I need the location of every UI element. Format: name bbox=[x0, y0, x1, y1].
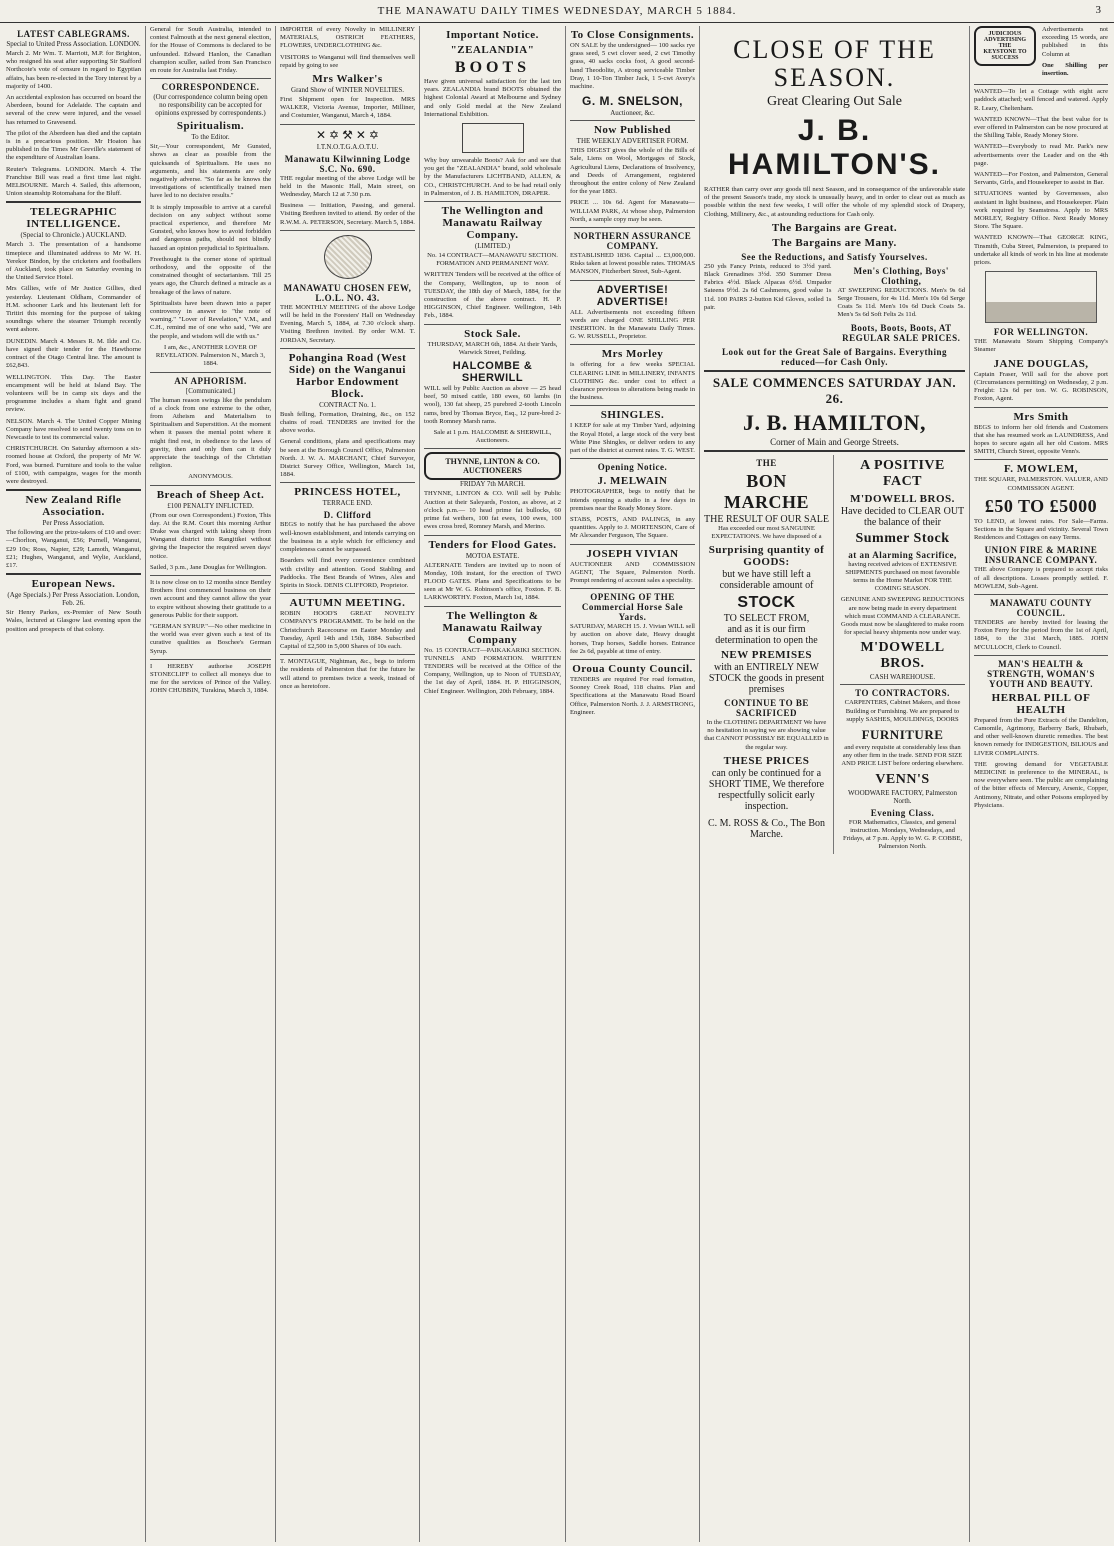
heading-oroua-council: Oroua County Council. bbox=[572, 662, 693, 675]
bargains-great: The Bargains are Great. bbox=[771, 221, 898, 234]
paragraph: WILL sell by Public Auction as above — 25 head beef, 50 mixed cattle, 180 ewes, 60 lambs (in wool), 130 fat sheep, 25 purebred 2-tooth Lincoln rams, bred by Thomas Bryce, Esq., 12 pure-bred 2-tooth Romney Marsh rams. bbox=[424, 385, 561, 425]
paragraph: March 2. Mr Wm. T. Marriott, M.P. for Brighton, who resigned his seat after supporting Sir Stafford Northcote's vote of censure in regard to Egyptian affairs, has been re-elected in the Tory interest by a majority of 1400. bbox=[6, 50, 141, 90]
paragraph: DUNEDIN. March 4. Messrs R. M. Ilde and Co. have signed their tender for the Hawthorne contract of the Otago Central line. The amount is £62,843. bbox=[6, 337, 141, 370]
heading-spiritualism: Spiritualism. bbox=[176, 120, 245, 133]
paragraph: CHRISTCHURCH. On Saturday afternoon a six-roomed house at Oxford, the property of Mr W. Ford, was burned. Furniture and tools to the value of £100, with campaigns, wages for the month were destroyed. bbox=[6, 445, 141, 485]
paragraph: THE regular meeting of the above Lodge will be held in the Masonic Hall, Main street, on Wednesday, March 12 at 7.30 p.m. bbox=[280, 174, 415, 199]
subhead: (LIMITED.) bbox=[474, 242, 511, 251]
paragraph: Business — Initiation, Passing, and general. Visiting Brethren invited to attend. By order of the R.W.M. A. PETERSON, Secretary. March 5, 1884. bbox=[280, 202, 415, 226]
paragraph: Have given universal satisfaction for the last ten years. ZEALANDIA brand BOOTS obtained the highest Colonial Award at Melbourne and Sydney and only Gold medal at the New Zealand International Exhibition. bbox=[424, 78, 561, 118]
divider bbox=[974, 84, 1108, 85]
clearing-sale-subtitle: Great Clearing Out Sale bbox=[767, 94, 902, 109]
divider bbox=[570, 458, 695, 459]
heading-lodge: Manawatu Kilwinning Lodge S.C. No. 690. bbox=[284, 153, 411, 174]
ct-venns: VENN'S bbox=[875, 771, 930, 787]
md-text: Have decided to CLEAR OUT the balance of their bbox=[840, 505, 965, 528]
heading-advertise: ADVERTISE! ADVERTISE! bbox=[596, 283, 669, 308]
paragraph: March 3. The presentation of a handsome timepiece and illuminated address to Mr W. H. Yerekor Bindon, by the cricketers and footballers of Auckland, took place on Saturday evening in the United Service Hotel. bbox=[6, 241, 141, 282]
divider bbox=[570, 344, 695, 345]
divider bbox=[570, 588, 695, 589]
bm-text: but we have still left a considerable amount of bbox=[719, 569, 814, 592]
divider bbox=[280, 124, 415, 125]
classified: SITUATIONS wanted by Governesses, also assistant in light business, and Housekeeper. Plain work required by Seamstress. Apply to MRS MORLEY, Registry Office. Next Ready Money Store. The Square. bbox=[974, 190, 1108, 231]
heading-pohangina-road: Pohangina Road (West Side) on the Wanganui Harbor Endowment Block. bbox=[288, 351, 407, 400]
paragraph: It is now close on to 12 months since Bentley Brothers first commenced business on their own account and they cannot allow the year to expire without showing their gratitude to a generous Public for their support. bbox=[150, 578, 271, 619]
thynne-linton-stamp: THYNNE, LINTON & CO. AUCTIONEERS bbox=[424, 452, 561, 480]
column-2 bbox=[146, 26, 276, 1542]
paragraph: ROBIN HOOD'S GREAT NOVELTY COMPANY'S PROGRAMME. To be held on the Christchurch Racecourse on Easter Monday and Tuesday, April 14th and 15th, 1884. Subscribed Capital of £2,500 in 5,000 Shares of 10s each. bbox=[280, 610, 415, 650]
steamship-engraving-icon bbox=[985, 271, 1097, 323]
subhead: I.T.N.O.T.G.A.O.T.U. bbox=[316, 142, 379, 151]
ct-text: CARPENTERS, Cabinet Makers, and those Building or Furnishing. We are prepared to supply SASHES, MOULDINGS, DOORS bbox=[844, 699, 961, 723]
md-title: M'DOWELL BROS. bbox=[850, 492, 955, 505]
paragraph: THYNNE, LINTON & CO. Will sell by Public Auction at their Saleyards, Foxton, as above, at 2 o'clock p.m.— 10 head prime fat bullocks, 60 prime fat wethers, 100 fat ewes, 100 ewes, 100 ewes cross bred, Romney Marsh, and Merino. bbox=[424, 490, 561, 531]
paragraph: PHOTOGRAPHER, begs to notify that he intends opening a studio in a few days in premises near the Ready Money Store. bbox=[570, 488, 695, 512]
divider bbox=[6, 201, 141, 203]
heading-cablegrams: LATEST CABLEGRAMS. bbox=[17, 29, 130, 39]
zealandia-brand: "ZEALANDIA" bbox=[450, 44, 535, 56]
column-4 bbox=[420, 26, 566, 1542]
heading-correspondence: CORRESPONDENCE. bbox=[161, 82, 260, 93]
paragraph: THE growing demand for VEGETABLE MEDICINE in preference to the MINERAL, is now everywhere seen. The public are complaining of the bitter effects of Mercury, Arsenic, Copper, Antimony, Nitrate, and other Poisons employed by Physicians. bbox=[974, 760, 1108, 809]
paragraph: RATHER than carry over any goods till next Season, and in consequence of the unfavorable state of the present Season's trade, my stock is unusually heavy, and in order to clear out as much as possible within the next few weeks, I will offer the whole of my splendid stock of Drapery, Clothing, Millinery, &c., at astounding reductions for Cash only. bbox=[704, 186, 965, 218]
column-1 bbox=[2, 26, 146, 1542]
paragraph: T. MONTAGUE, Nightman, &c., begs to inform the residents of Palmerston that for the future he will attend to premises twice a week, instead of once as heretofore. bbox=[280, 658, 415, 690]
divider bbox=[570, 544, 695, 545]
divider bbox=[150, 372, 271, 373]
divider bbox=[570, 120, 695, 121]
heading-mrs-morley: Mrs Morley bbox=[601, 348, 664, 361]
paragraph: "GERMAN SYRUP."—No other medicine in the world was ever given such a test of its curative qualities as Boschee's German Syrup. bbox=[150, 622, 271, 655]
paragraph: Prepared from the Pure Extracts of the Dandelion, Camomile, Agrimony, Barberry Bark, Rhubarb, and other well-known diuretic remedies. The best known remedy for INDIGESTION, BILIOUS and LIVER COMPLAINTS. bbox=[974, 716, 1108, 757]
boot-engraving-icon bbox=[462, 123, 524, 153]
paragraph: BEGS to notify that he has purchased the above well-known establishment, and intends carrying on the business in a style which for efficiency and completeness cannot be surpassed. bbox=[280, 521, 415, 554]
bm-text: Has exceeded our most SANGUINE EXPECTATIONS. We have disposed of a bbox=[711, 524, 822, 540]
paragraph: TENDERS are hereby invited for leasing the Foxton Ferry for the period from the 1st of April, 1884, to the 31st March, 1885. JOHN M'CULLOCH, Clerk to Council. bbox=[974, 618, 1108, 651]
heading-evening-class: Evening Class. bbox=[870, 807, 935, 818]
paragraph: The following are the prize-takers of £10 and over:—Chorlton, Wanganui, £56; Purnell, Wanganui, £29 10s; Ross, Napier, £29; Lamoth, Wanganui, £21; Hughes, Wanganui, and Wylie, Auckland, £17. bbox=[6, 529, 141, 569]
paragraph: IMPORTER of every Novelty in MILLINERY MATERIALS, OSTRICH FEATHERS, FLOWERS, UNDERCLOTHING &c. bbox=[280, 26, 415, 50]
heading-shingles: SHINGLES. bbox=[600, 409, 665, 422]
price-list-left: 250 yds Fancy Prints, reduced to 3½d yard. Black Grenadines 3½d. 350 Summer Dress Fabrics 4½d. Black Alpacas 6½d. Umpador Sateens 9½d. 2s 6d Cashmeres, good value 1s 11d. 100 PAIRS 2-button Kid Gloves, soiled 1s pair. bbox=[704, 262, 832, 311]
bm-sacrificed: CONTINUE TO BE SACRIFICED bbox=[724, 698, 809, 719]
classified: WANTED—Everybody to read Mr. Park's new advertisements over the Leader and on the 4th page. bbox=[974, 143, 1108, 167]
divider bbox=[280, 230, 415, 231]
column-5 bbox=[566, 26, 700, 1542]
paragraph: Captain Fraser, Will sail for the above port (Circumstances permitting) on Wednesday, 2 p.m. Freight: 12s 6d per ton. W. G. ROBINSON, Foxton, Agent. bbox=[974, 370, 1108, 403]
paragraph: ON SALE by the undersigned— 100 sacks rye grass seed, 5 cwt clover seed, 2 cwt Timothy grass, 40 sacks cocks foot, A good second-hand Theodolite, A strong serviceable Timber Dray, 1 10-Ton Timber Jack, 1 5-cwt Avery's machine. bbox=[570, 42, 695, 91]
paragraph: I KEEP for sale at my Timber Yard, adjoining the Royal Hotel, a large stock of the very best White Pine Shingles, or deliver orders to any part of the district at current rates. T. G. WEST. bbox=[570, 422, 695, 455]
heading-rifle-association: New Zealand Rifle Association. bbox=[25, 494, 122, 519]
heading-contractors: TO CONTRACTORS. bbox=[855, 688, 950, 699]
mdowell-ad bbox=[840, 455, 965, 855]
bm-stock: STOCK bbox=[737, 594, 796, 612]
heading-opening-notice: Opening Notice. bbox=[597, 462, 668, 473]
heading-halcombe: HALCOMBE & SHERWILL bbox=[452, 360, 533, 385]
divider bbox=[974, 407, 1108, 408]
divider bbox=[840, 684, 965, 685]
divider bbox=[150, 78, 271, 79]
heading-consignments: To Close Consignments. bbox=[570, 29, 695, 41]
heading-stock-sale: Stock Sale. bbox=[464, 327, 521, 340]
heading-herbal-pill: HERBAL PILL OF HEALTH bbox=[991, 691, 1091, 716]
divider bbox=[704, 450, 965, 452]
subhead: THE WEEKLY ADVERTISER FORM. bbox=[576, 137, 689, 146]
bargains-many: The Bargains are Many. bbox=[772, 236, 897, 249]
paragraph: ALL Advertisements not exceeding fifteen words are charged ONE SHILLING PER INSERTION. In the Manawatu Daily Times. G. W. RUSSELL, Proprietor. bbox=[570, 308, 695, 341]
heading-chosen-few: MANAWATU CHOSEN FEW, L.O.L. NO. 43. bbox=[283, 282, 412, 303]
subhead: (Our correspondence column being open no responsibility can be accepted for opinions expressed by correspondents.) bbox=[153, 93, 268, 118]
bm-new-premises: NEW PREMISES bbox=[720, 649, 813, 662]
paragraph: Sailed, 3 p.m., Jane Douglas for Wellington. bbox=[150, 563, 267, 571]
paragraph: TO LEND, at lowest rates. For Sale—Farms. Sections in the Square and vicinity. Several Town Residences and Cottages on easy Terms. bbox=[974, 517, 1108, 542]
divider bbox=[424, 324, 561, 325]
paragraph: I HEREBY authorise JOSEPH STONECLIFF to collect all moneys due to me for the services of Prince of the Valley. JOHN CHUBBIN, Turakina, March 3, 1884. bbox=[150, 662, 271, 695]
ct-factory: WOODWARE FACTORY, Palmerston North. bbox=[847, 788, 958, 805]
heading-joseph-vivian: JOSEPH VIVIAN bbox=[586, 547, 679, 560]
paragraph: Why buy unwearable Boots? Ask for and see that you get the "ZEALANDIA" brand, sold wholesale by the Manufacturers LICHTBAND, ALLEN, & CO., CHRISTCHURCH. And to be had retail only in Palmerston, of J. B. HAMILTON, DRAPER. bbox=[424, 157, 561, 197]
divider bbox=[974, 594, 1108, 595]
heading-autumn-meeting: AUTUMN MEETING. bbox=[289, 597, 406, 610]
subhead: [Communicated.] bbox=[185, 386, 236, 395]
paragraph: PRICE ... 10s 6d. Agent for Manawatu— WILLIAM PARK, At whose shop, Palmerston North, a sample copy may be seen. bbox=[570, 199, 695, 223]
hamilton-address: Corner of Main and George Streets. bbox=[770, 436, 899, 447]
paragraph: TENDERS are required For road formation, Sooney Creek Road, 118 chains. Plan and Specifications at the Manawatu Road Board Office, Palmerston North. J. J. ARMSTRONG, Engineer. bbox=[570, 675, 695, 716]
paragraph: One Shilling per insertion. bbox=[1042, 61, 1108, 78]
heading-for-wellington: FOR WELLINGTON. bbox=[993, 327, 1089, 338]
paragraph: SATURDAY, MARCH 15. J. Vivian WILL sell by auction on above date, Heavy draught horses, Trap horses, Saddle horses. Entrance fee 2s 6d, payable at time of entry. bbox=[570, 623, 695, 655]
heading-railway-2: The Wellington & Manawatu Railway Company bbox=[442, 609, 543, 646]
bm-result: THE RESULT OF OUR SALE bbox=[704, 513, 830, 525]
divider bbox=[974, 655, 1108, 656]
heading-county-council: MANAWATU COUNTY COUNCIL. bbox=[989, 597, 1093, 618]
md-alarming: at an Alarming Sacrifice, bbox=[848, 549, 957, 560]
paragraph: THE Manawatu Steam Shipping Company's Steamer bbox=[974, 338, 1108, 354]
divider bbox=[280, 593, 415, 594]
classified: WANTED—For Foxton, and Palmerston, General Servants, Girls, and Housekeeper to assist in Bar. bbox=[974, 171, 1108, 187]
divider bbox=[424, 201, 561, 202]
ct-text: and every requisite at considerably less than any other firm in the trade. SEND FOR SIZE AND PRICE LIST before ordering elsewhere. bbox=[841, 744, 964, 768]
heading-flood-gates: Tenders for Flood Gates. bbox=[428, 538, 557, 551]
paragraph: No. 14 CONTRACT—MANAWATU SECTION. FORMATION AND PERMANENT WAY. bbox=[427, 252, 558, 268]
heading-european-news: European News. bbox=[31, 578, 116, 591]
judicious-advertising-keystone-badge: JUDICIOUS ADVERTISING THE KEYSTONE TO SUCCESS bbox=[974, 26, 1036, 66]
paragraph: VISITORS to Wanganui will find themselves well repaid by going to see bbox=[280, 53, 415, 69]
divider bbox=[150, 575, 271, 576]
subhead: Grand Show of WINTER NOVELTIES. bbox=[291, 86, 404, 95]
subhead: FRIDAY 7th MARCH. bbox=[459, 480, 526, 489]
ct-furniture: FURNITURE bbox=[861, 727, 944, 743]
sale-commences: SALE COMMENCES SATURDAY JAN. 26. bbox=[712, 374, 957, 406]
masthead-title: THE MANAWATU DAILY TIMES WEDNESDAY, MARCH 5 1884. bbox=[377, 5, 737, 17]
divider bbox=[424, 535, 561, 536]
hamilton-firm-name-2: J. B. HAMILTON, bbox=[743, 409, 926, 435]
subhead: MOTOA ESTATE. bbox=[465, 551, 520, 560]
heading-snelson: G. M. SNELSON, bbox=[581, 94, 683, 109]
md-summer: Summer Stock bbox=[855, 530, 950, 546]
heading-now-published: Now Published bbox=[593, 124, 672, 137]
paragraph: Freethought is the corner stone of spiritual orthodoxy, and the opposite of the constrained thought of sectarianism. Till 25 years ago, the Church defined a miracle as a breakage of the laws of nature. bbox=[150, 255, 271, 296]
paragraph: Sir Henry Parkes, ex-Premier of New South Wales, lectured at Glasgow last evening upon the position and prospects of that colony. bbox=[6, 609, 141, 633]
heading-mrs-walker: Mrs Walker's bbox=[312, 73, 383, 86]
signature: I am, &c., ANOTHER LOVER OF REVELATION. Palmerston N., March 3, 1884. bbox=[155, 343, 266, 368]
divider bbox=[150, 485, 271, 486]
paragraph: AUCTIONEER AND COMMISSION AGENT, The Square, Palmerston North. Prompt rendering of account sales a speciality. bbox=[570, 560, 695, 584]
md-text: having received advices of EXTENSIVE SHIPMENTS purchased on most favorable terms in the Home Market FOR THE COMING SEASON. bbox=[845, 560, 960, 593]
divider bbox=[6, 573, 141, 575]
heading-clifford: D. Clifford bbox=[323, 510, 372, 521]
subhead: CONTRACT No. 1. bbox=[319, 400, 376, 409]
subhead: (Age Specials.) Per Press Association. London, Feb. 26. bbox=[7, 591, 140, 608]
bm-title: BON MARCHE bbox=[724, 470, 809, 512]
heading-mrs-smith: Mrs Smith bbox=[1013, 410, 1069, 423]
masonic-emblems-icon: ✕ ✡ ⚒ ✕ ✡ bbox=[316, 127, 379, 142]
heading-union-fire: UNION FIRE & MARINE INSURANCE COMPANY. bbox=[984, 545, 1098, 566]
heading-mens-clothing: Men's Clothing, Boys' Clothing, bbox=[853, 265, 949, 286]
subhead: (Special to Chronicle.) AUCKLAND. bbox=[20, 231, 127, 240]
paragraph: NELSON. March 4. The United Copper Mining Company have resolved to send twenty tons on to Newcastle to test its commercial value. bbox=[6, 417, 141, 441]
subhead: Special to United Press Association. LONDON. bbox=[6, 40, 141, 48]
heading-railway: The Wellington and Manawatu Railway Company. bbox=[441, 205, 544, 242]
column-7 bbox=[970, 26, 1112, 1542]
divider bbox=[150, 659, 271, 660]
masthead bbox=[0, 0, 1114, 23]
divider bbox=[280, 654, 415, 655]
md-fact: A POSITIVE FACT bbox=[860, 457, 945, 489]
bm-these-prices: THESE PRICES bbox=[723, 754, 810, 767]
classified: WANTED KNOWN—That GEORGE KING, Tinsmith, Cuba Street, Palmerston, is prepared to undertake all kinds of work in his line at moderate prices. bbox=[974, 234, 1108, 267]
heading-loan-amount: £50 TO £5000 bbox=[984, 495, 1098, 516]
ct-text: FOR Mathematics, Classics, and general instruction. Mondays, Wednesdays, and Fridays, at 7 p.m. Apply to W. G. P. COBBE, Palmerston North. bbox=[842, 818, 963, 851]
paragraph: STABS, POSTS, AND PALINGS, in any quantities. Apply to J. MORTENSON, Care of Mr Alexander Ferguson, The Square. bbox=[570, 515, 695, 540]
subhead: TERRACE END. bbox=[322, 499, 373, 508]
paragraph: No. 15 CONTRACT—PAIKAKARIKI SECTION. TUNNELS AND FORMATION. WRITTEN TENDERS will be received at the Office of the Company, Wellington, up to Noon of TUESDAY, the 1st day of April, 1884. H. P. HIGGINSON, Chief Engineer. Wellington, 20th February, 1884. bbox=[424, 646, 561, 695]
md-cash-warehouse: CASH WAREHOUSE. bbox=[869, 673, 936, 682]
subhead: Auctioneer, &c. bbox=[610, 109, 655, 118]
paragraph: is offering for a few weeks SPECIAL CLEARING LINE in MILLINERY, INFANTS CLOTHING &c. under cost to effect a clearance previous to alterations being made in the business. bbox=[570, 361, 695, 402]
heading-boots: Boots, Boots, Boots, AT REGULAR SALE PRICES. bbox=[842, 322, 961, 343]
heading-melwain: J. MELWAIN bbox=[597, 475, 668, 488]
heading-health-strength: MAN'S HEALTH & STRENGTH, WOMAN'S YOUTH AND BEAUTY. bbox=[987, 658, 1095, 689]
heading-princess-hotel: PRINCESS HOTEL, bbox=[294, 486, 401, 499]
paragraph: WRITTEN Tenders will be received at the office of the Company, Wellington, up to noon of TUESDAY, the 18th day of March, 1884, for the construction of the above contract. H. P. HIGGINSON, Chief Engineer. Wellington, 14th Feb., 1884. bbox=[424, 271, 561, 320]
paragraph: The pilot of the Aberdeen has died and the captain is in a precarious position. Mr Hoaton has published in the Times Mr Greville's statement of the expenditure of Australian loans. bbox=[6, 129, 141, 162]
divider bbox=[280, 482, 415, 483]
bon-marche-ad bbox=[704, 455, 834, 855]
paragraph: THE MONTHLY MEETING of the above Lodge will be held in the Foresters' Hall on Wednesday Evening, March 5, 1884, at 7.30 o'clock sharp. Visiting Brethren invited. By order W.M. T. JORDAN, Secretary. bbox=[280, 303, 415, 344]
subhead: Per Press Association. bbox=[42, 519, 105, 528]
md-title-2: M'DOWELL BROS. bbox=[860, 640, 945, 672]
bm-text: with an ENTIRELY NEW STOCK the goods in present premises bbox=[708, 662, 825, 696]
paragraph: Spiritualists have been drawn into a paper controversy in answer to "the note of warning." "Lover of Revelation," V.M., and C.H., remind me of one who said, "We are the people, and wisdom will die with us." bbox=[150, 299, 271, 340]
divider bbox=[974, 459, 1108, 460]
paragraph: THE SQUARE, PALMERSTON. VALUER, AND COMMISSION AGENT. bbox=[974, 476, 1108, 492]
divider bbox=[570, 405, 695, 406]
paragraph: Bush felling, Formation, Draining, &c., on 152 chains of road. TENDERS are invited for the above works. bbox=[280, 410, 415, 435]
price-list-right: AT SWEEPING REDUCTIONS. Men's 9s 6d Serge Trousers, for 4s 11d. Men's 10s 6d Serge Coats 5s 11d. Men's 10s 6d Duck Coats 5s. Men's 5s 6d Soft Felts 2s 11d. bbox=[837, 286, 965, 319]
paragraph: THURSDAY, MARCH 6th, 1884. At their Yards, Warwick Street, Feilding. bbox=[427, 340, 558, 356]
subhead: To the Editor. bbox=[191, 133, 230, 142]
paragraph: THE above Company is prepared to accept risks of all descriptions. Losses promptly settled. F. MOWLEM, Sub-Agent. bbox=[974, 566, 1108, 590]
paragraph: General for South Australia, intended to contest Falmouth at the next general election, for the House of Commons is declared to be unfounded. Edward Hanlon, the Canadian champion sculler, sailed from San Francisco en route for Australia last Friday. bbox=[150, 26, 271, 75]
divider bbox=[280, 348, 415, 349]
bm-signature: C. M. ROSS & Co., The Bon Marche. bbox=[707, 817, 826, 840]
heading-important-notice: Important Notice. bbox=[446, 29, 539, 41]
heading-horse-sale: OPENING OF THE Commercial Horse Sale Yards. bbox=[581, 592, 684, 623]
column-6 bbox=[700, 26, 970, 1542]
bm-text: and as it is our firm determination to open the bbox=[715, 624, 818, 647]
paragraph: ALTERNATE Tenders are invited up to noon of Monday, 10th instant, for the erection of TWO FLOOD GATES. Plans and Specifications to be seen at Mr W. G. Robinson's office, Foxton. F. B. LARKWORTHY. Foxton, March 1st, 1884. bbox=[424, 561, 561, 602]
paragraph: It is simply impossible to arrive at a careful decision on any subject without some practical experience, and therefore Mr Gunsted, who knows how to avoid forbidden and dangerous paths, should not blindly hazard an opinion prejudicial to Spiritualism. bbox=[150, 203, 271, 252]
heading-telegraphic: TELEGRAPHIC INTELLIGENCE. bbox=[26, 206, 121, 231]
bm-text: can only be continued for a SHORT TIME, We therefore respectfully solicit early inspection. bbox=[708, 767, 825, 812]
paragraph: (From our own Correspondent.) Foxton, This day. At the R.M. Court this morning Arthur Drake was charged with taking sheep from Wanganui district into Rangitikei without giving the Inspector the required seven days' notice. bbox=[150, 511, 271, 560]
paragraph: An accidental explosion has occurred on board the Aberdeen, bound for Adelaide. The captain and several of the crew were injured, and the vessel has returned to Gravesend. bbox=[6, 94, 141, 126]
divider bbox=[704, 370, 965, 372]
paragraph: First Shipment open for Inspection. MRS WALKER, Victoria Avenue, Importer, Milliner, and Costumier, Wanganui, March 4, 1884. bbox=[280, 96, 415, 120]
column-3 bbox=[276, 26, 420, 1542]
classified: WANTED KNOWN—That the best value for is ever offered in Palmerston can be now procured at the Shilling Table, Ready Money Store. bbox=[974, 115, 1108, 140]
paragraph: WELLINGTON. This Day. The Easter encampment will be held at Island Bay. The volunteers will be in camp six days and the programme includes a sham fight and grand review. bbox=[6, 373, 141, 414]
see-reductions: See the Reductions, and Satisfy Yourselves. bbox=[741, 251, 928, 262]
heading-aphorism: AN APHORISM. bbox=[174, 375, 247, 386]
paragraph: THIS DIGEST gives the whole of the Bills of Sale, Liens on Wool, Mortgages of Stock, Agricultural Liens, Declarations of Insolvency, and Deeds of Arrangement, registered throughout the entire colony of New Zealand for the year 1883. bbox=[570, 147, 695, 196]
classified: WANTED—To let a Cottage with eight acre paddock attached; well fenced and watered. Apply R. Leary, Cheltenham. bbox=[974, 88, 1108, 112]
page-number: 3 bbox=[1095, 4, 1102, 16]
paragraph: Advertisements not exceeding 15 words, are published in this Column at bbox=[1042, 26, 1108, 58]
bm-the: THE bbox=[756, 457, 777, 468]
md-text: GENUINE AND SWEEPING REDUCTIONS are now being made in every department which must COMMAND A CLEARANCE. Goods must now be slaughtered to make room for special heavy shipments now under way. bbox=[840, 596, 965, 637]
bm-surprising: Surprising quantity of GOODS: bbox=[708, 544, 825, 569]
paragraph: The human reason swings like the pendulum of a clock from one extreme to the other, from Atheism and Materialism to Spiritualism and Superstition. At the moment when it passes the mental point where it might find rest, in obedience to the laws of gravity, then and only then can it duly appreciate the teachings of the Christian religion. bbox=[150, 396, 271, 470]
paragraph: Sir,—Your correspondent, Mr Gunsted, shows as clear as possible from the quicksands of Spiritualism. He uses no arguments, and his statements are only negatively adverse. "So far as he knows the investigations of scientifically trained men have led to no decisive results." bbox=[150, 143, 271, 200]
great-sale-notice: Look out for the Great Sale of Bargains. Everything reduced—for Cash Only. bbox=[722, 346, 947, 367]
divider bbox=[570, 659, 695, 660]
close-of-season-title: CLOSE OF THE SEASON. bbox=[733, 35, 936, 92]
paragraph: BEGS to inform her old friends and Customers that she has resumed work as LAUNDRESS, And hopes to secure again all her old Custom. MRS SMITH, Church Street, opposite Venn's. bbox=[974, 423, 1108, 456]
paragraph: Sale at 1 p.m. HALCOMBE & SHERWILL, Auctioneers. bbox=[433, 429, 552, 445]
bm-select: TO SELECT FROM, bbox=[723, 613, 810, 625]
divider bbox=[424, 448, 561, 449]
heading-jane-douglas: JANE DOUGLAS, bbox=[993, 357, 1089, 370]
divider bbox=[6, 489, 141, 491]
signature: ANONYMOUS. bbox=[188, 473, 233, 481]
paragraph: ESTABLISHED 1836. Capital ... £3,000,000. Risks taken at lowest possible rates. THOMAS MANSON, Fitzherbert Street, Sub-Agent. bbox=[570, 252, 695, 276]
paragraph: General conditions, plans and specifications may be seen at the Borough Council Office, Palmerston North. J. W. A. MARCHANT, Chief Surveyor, District Survey Office, Wellington, March 1st, 1884. bbox=[280, 438, 415, 479]
bm-text: In the CLOTHING DEPARTMENT We have no hesitation in saying we are showing value that CANNOT POSSIBLY BE EQUALLED in the regular way. bbox=[704, 719, 829, 751]
paragraph: Mrs Gillies, wife of Mr Justice Gillies, died yesterday. Lieutenant Oldham, Commander of H.M. schooner Lark and his lieutenant left for Tiritiri this morning for the purpose of taking soundings where the steamer Triumph recently went ashore. bbox=[6, 285, 141, 334]
heading-northern-assurance: NORTHERN ASSURANCE COMPANY. bbox=[573, 231, 692, 252]
paragraph: Boarders will find every convenience combined with civility and attention. Good Stabling and Paddocks. The Best Brands of Wines, Ales and Spirits in Stock. DENIS CLIFFORD, Proprietor. bbox=[280, 557, 415, 589]
heading-mowlem: F. MOWLEM, bbox=[1004, 463, 1078, 476]
divider bbox=[570, 227, 695, 228]
paragraph: Reuter's Telegrams. LONDON. March 4. The Franchise Bill was read a first time last night. MELBOURNE. March 4. Sailed, this afternoon, Union steamship Rotomahana for the Bluff. bbox=[6, 165, 141, 198]
hamilton-firm-name: J. B. HAMILTON'S. bbox=[727, 114, 941, 181]
divider bbox=[424, 606, 561, 607]
horseman-engraving-icon bbox=[324, 235, 372, 279]
boots-title: BOOTS bbox=[454, 59, 531, 76]
divider bbox=[570, 280, 695, 281]
subhead: £100 PENALTY INFLICTED. bbox=[167, 501, 254, 510]
heading-sheep-act: Breach of Sheep Act. bbox=[156, 488, 265, 501]
